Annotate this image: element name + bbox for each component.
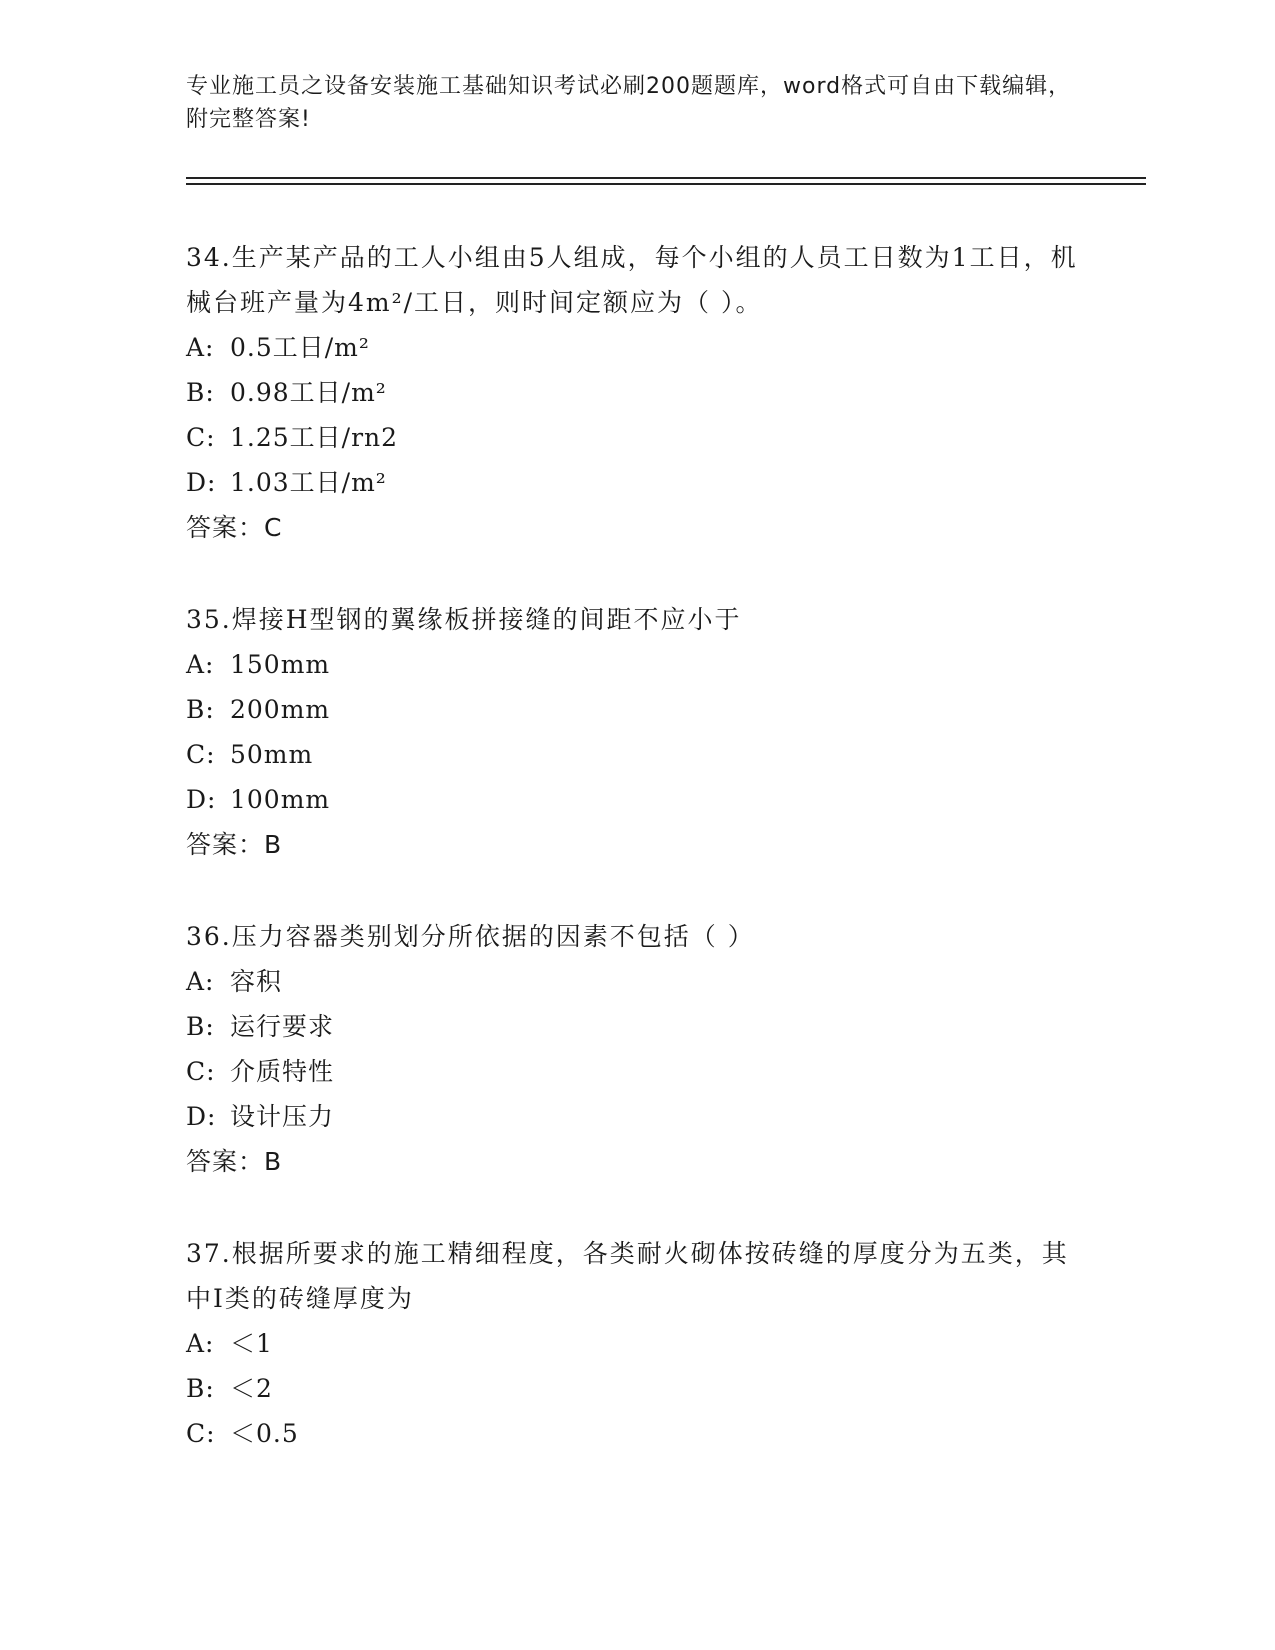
header-divider-bottom	[186, 183, 1146, 185]
option-c	[186, 1411, 1086, 1456]
option-a	[186, 642, 1086, 687]
option-b	[186, 1366, 1086, 1411]
option-c	[186, 415, 1086, 460]
question-35	[186, 597, 1086, 867]
question-36	[186, 914, 1086, 1184]
document-header: 专业施工员之设备安装施工基础知识考试必刷200题题库，word格式可自由下载编辑，附完整答案!	[186, 74, 1072, 132]
option-text: 100mm	[230, 785, 331, 814]
option-d	[186, 1094, 1086, 1139]
option-d	[186, 777, 1086, 822]
option-letter: C:	[186, 1419, 216, 1448]
option-letter: A:	[186, 333, 215, 362]
question-stem: 37.根据所要求的施工精细程度，各类耐火砌体按砖缝的厚度分为五类，其中I类的砖缝厚度为	[186, 1239, 1069, 1313]
option-text: ＜1	[230, 1329, 273, 1358]
option-letter: A:	[186, 650, 215, 679]
option-text: 0.5工日/m²	[230, 333, 370, 362]
option-text: 200mm	[230, 695, 331, 724]
option-letter: A:	[186, 967, 215, 996]
option-b	[186, 1004, 1086, 1049]
answer-line: 答案：C	[186, 513, 283, 542]
option-text: 运行要求	[230, 1012, 335, 1041]
option-letter: C:	[186, 740, 216, 769]
option-letter: D:	[186, 1102, 217, 1131]
answer-line: 答案：B	[186, 1147, 283, 1176]
question-stem: 35.焊接H型钢的翼缘板拼接缝的间距不应小于	[186, 605, 742, 634]
option-text: 1.03工日/m²	[230, 468, 387, 497]
option-a	[186, 325, 1086, 370]
option-text: 150mm	[230, 650, 331, 679]
question-34	[186, 235, 1086, 550]
option-letter: B:	[186, 1374, 215, 1403]
option-d	[186, 460, 1086, 505]
option-c	[186, 1049, 1086, 1094]
option-text: 介质特性	[230, 1057, 335, 1086]
option-c	[186, 732, 1086, 777]
header-divider-top	[186, 177, 1146, 179]
option-text: 50mm	[230, 740, 314, 769]
option-letter: D:	[186, 785, 217, 814]
option-text: 0.98工日/m²	[230, 378, 387, 407]
question-stem: 36.压力容器类别划分所依据的因素不包括（ ）	[186, 922, 755, 951]
option-letter: B:	[186, 378, 215, 407]
option-letter: B:	[186, 695, 215, 724]
option-letter: C:	[186, 1057, 216, 1086]
option-text: 1.25工日/rn2	[230, 423, 399, 452]
option-text: ＜0.5	[230, 1419, 299, 1448]
option-b	[186, 687, 1086, 732]
option-a	[186, 1321, 1086, 1366]
option-b	[186, 370, 1086, 415]
option-text: 容积	[230, 967, 283, 996]
option-text: ＜2	[230, 1374, 273, 1403]
option-letter: C:	[186, 423, 216, 452]
answer-line: 答案：B	[186, 830, 283, 859]
option-text: 设计压力	[230, 1102, 335, 1131]
question-stem: 34.生产某产品的工人小组由5人组成，每个小组的人员工日数为1工日，机械台班产量为4m²/工日，则时间定额应为（ ）。	[186, 243, 1078, 317]
question-37	[186, 1231, 1086, 1456]
option-a	[186, 959, 1086, 1004]
option-letter: B:	[186, 1012, 215, 1041]
option-letter: D:	[186, 468, 217, 497]
option-letter: A:	[186, 1329, 215, 1358]
